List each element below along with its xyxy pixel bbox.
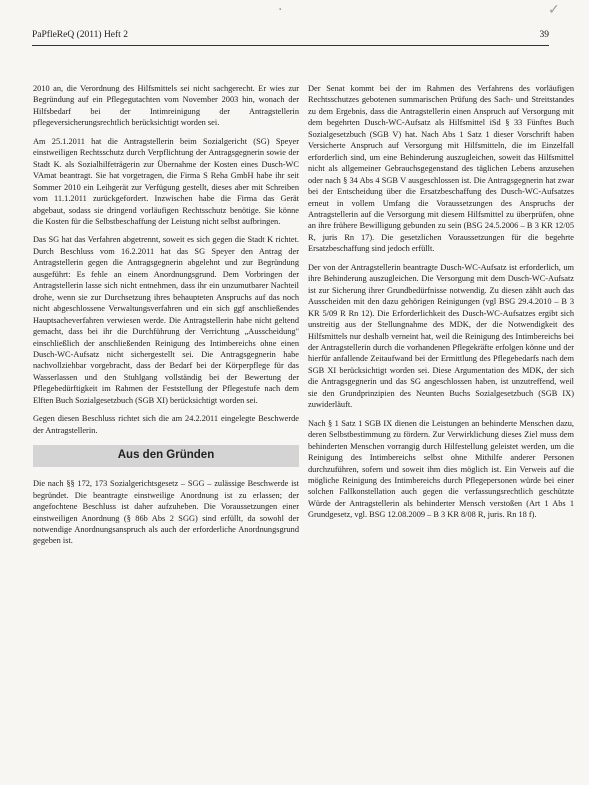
paragraph: 2010 an, die Verordnung des Hilfsmittels sei nicht sachgerecht. Er wies zur Begründung auf ein Pflegegutachten vom November 2003 hin, wonach der Hilfsbedarf bei der Intimreinigung der Antragstellerin pflegeversicherungsrechtlich berücksichtigt worden sei.	[33, 84, 299, 128]
left-column	[33, 83, 299, 547]
section-heading: Aus den Gründen	[117, 449, 215, 462]
paragraph: Nach § 1 Satz 1 SGB IX dienen die Leistungen an behinderte Menschen dazu, deren Selbstbestimmung zu fördern. Zur Verwirklichung dieses Ziel muss dem behinderten Menschen vorrangig durch Hilfestellung geleistet werden, um die Reinigung des Intimbereichs selbst ohne Mithilfe anderer Personen durchzuführen, sofern und soweit ihm dies möglich ist. Ein Verweis auf die mögliche Reinigung des Intimbereichs durch Pflegepersonen würde bei einer solchen Fallkonstellation auch gegen die verfassungsrechtlich geschützte Würde der Antragstellerin als behinderter Mensch verstoßen (Art 1 Abs 1 Grundgesetz, vgl. BSG 12.08.2009 – B 3 KR 8/08 R, juris. Rn 18 f).	[308, 418, 574, 520]
scan-mark: ✓	[548, 2, 560, 18]
paragraph: Gegen diesen Beschluss richtet sich die am 24.2.2011 eingelegte Beschwerde der Antragstellerin.	[33, 414, 299, 435]
scan-mark: ·	[278, 2, 283, 18]
paragraph: Der von der Antragstellerin beantragte Dusch-WC-Aufsatz ist erforderlich, um ihre Behinderung auszugleichen. Die Versorgung mit dem Dusch-WC-Aufsatz ist zur Sicherung ihrer Grundbedürfnisse notwendig. Zu diesen zählt auch das Ausscheiden mit den dazu gehörigen Reinigungen (vgl BSG 29.4.2010 – B 3 KR 5/09 R Rn 12). Die Erforderlichkeit des Dusch-WC-Aufsatzes ergibt sich unstreitig aus der Stellungnahme des MDK, der die Notwendigkeit des Hilfsmittels nur deshalb verneint hat, weil die Reinigung des Intimbereichs bei der Antragstellerin durch die vorhandenen Pflegekräfte erfolgen könne und der hierfür anfallende Zeitaufwand bei der Ermittlung des Pflegebedarfs nach dem SGB XI berücksichtigt worden sei. Diese Argumentation des MDK, der sich die Antragsgegnerin und das SG angeschlossen haben, ist unzutreffend, weil sie den Grundprinzipien des Neunten Buchs Sozialgesetzbuch (SGB IX) zuwiderläuft.	[308, 262, 574, 410]
paragraph: Der Senat kommt bei der im Rahmen des Verfahrens des vorläufigen Rechtsschutzes gebotenen summarischen Prüfung des Sach- und Streitstandes zu dem Ergebnis, dass die Antragstellerin einen Anspruch auf Versorgung mit dem begehrten Dusch-WC-Aufsatz als Hilfsmittel iSd § 33 Fünftes Buch Sozialgesetzbuch (SGB V) hat. Nach Abs 1 Satz 1 dieser Vorschrift haben Versicherte Anspruch auf Versorgung mit Hilfsmitteln, die im Einzelfall erforderlich sind, um eine Behinderung auszugleichen, soweit das Hilfsmittel nicht als allgemeiner Gebrauchsgegenstand des täglichen Lebens anzusehen oder nach § 34 Abs 4 SGB V ausgeschlossen ist. Die Antragsgegnerin hat zwar bei der Entscheidung über die Ersatzbeschaffung des Dusch-WC-Aufsatzes erneut in vollem Umfang die Voraussetzungen des Anspruchs der Antragstellerin auf die Versorgung mit diesem Hilfsmittel zu überprüfen, ohne an ihre frühere Bewilligung gebunden zu sein (BSG 24.5.2006 – B 3 KR 12/05 R, juris Rn 17). Die gesetzlichen Voraussetzungen für die begehrte Ersatzbeschaffung sind jedoch erfüllt.	[308, 84, 574, 254]
header-rule	[32, 45, 549, 46]
page-number: 39	[539, 30, 549, 40]
paragraph: Die nach §§ 172, 173 Sozialgerichtsgesetz – SGG – zulässige Beschwerde ist begründet. Die beantragte einstweilige Anordnung ist zu erlassen; der angefochtene Beschluss ist daher aufzuheben. Die Voraussetzungen einer einstweiligen Anordnung (§ 86b Abs 2 SGG) sind erfüllt, da sowohl der notwendige Anordnungsanspruch als auch der erforderliche Anordnungsgrund gegeben ist.	[33, 479, 299, 546]
paragraph: Das SG hat das Verfahren abgetrennt, soweit es sich gegen die Stadt K richtet. Durch Beschluss vom 16.2.2011 hat das SG Speyer den Antrag der Antragstellerin gegen die Antragsgegnerin abgelehnt und zur Begründung ausgeführt: Es fehle an einem Anordnungsgrund. Dem Vorbringen der Antragstellerin lasse sich nicht entnehmen, dass ihr ein unzumutbarer Nachteil drohe, wenn sie zur Durchsetzung ihres behaupteten Anspruchs auf das noch nicht abgeschlossene Verwaltungsverfahren und ein sich ggf anschließendes Hauptsacheverfahren verwiesen werde. Die Antragstellerin habe nicht geltend gemacht, dass bei ihr die Durchführung der Verrichtung „Ausscheidung" einschließlich der anschließenden Reinigung des Intimbereichs ohne einen Dusch-WC-Aufsatz nicht sichergestellt sei. Die Antragsgegnerin habe nachvollziehbar vorgebracht, dass der Bedarf bei der Körperpflege für das Wasserlassen und den Stuhlgang vollständig bei der Bewertung der Pflegebedürftigkeit im Rahmen der Feststellung der Pflegestufe nach dem Elften Buch Sozialgesetzbuch (SGB XI) berücksichtigt worden sei.	[33, 235, 299, 405]
paragraph: Am 25.1.2011 hat die Antragstellerin beim Sozialgericht (SG) Speyer einstweiligen Rechtsschutz durch Verpflichtung der Antragsgegnerin sowie der Stadt K. als Sozialhilfeträgerin zur Übernahme der Kosten eines Dusch-WC VAmat beantragt. Sie hat vorgetragen, die Firma S Reha GmbH habe ihr seit Sommer 2010 ein Leihgerät zur Verfügung gestellt, dieses aber mit Schreiben vom 11.1.2011 zurückgefordert. Inzwischen habe die Firma das Gerät abgebaut, sodass sie dringend vorläufigen Rechtsschutz benötige. Sie könne die Kosten für die Selbstbeschaffung der Leistung nicht selbst aufbringen.	[33, 136, 299, 226]
right-column	[308, 83, 574, 521]
running-header	[32, 30, 549, 44]
journal-title: PaPfleReQ (2011) Heft 2	[32, 30, 128, 40]
section-heading-box	[33, 445, 299, 467]
